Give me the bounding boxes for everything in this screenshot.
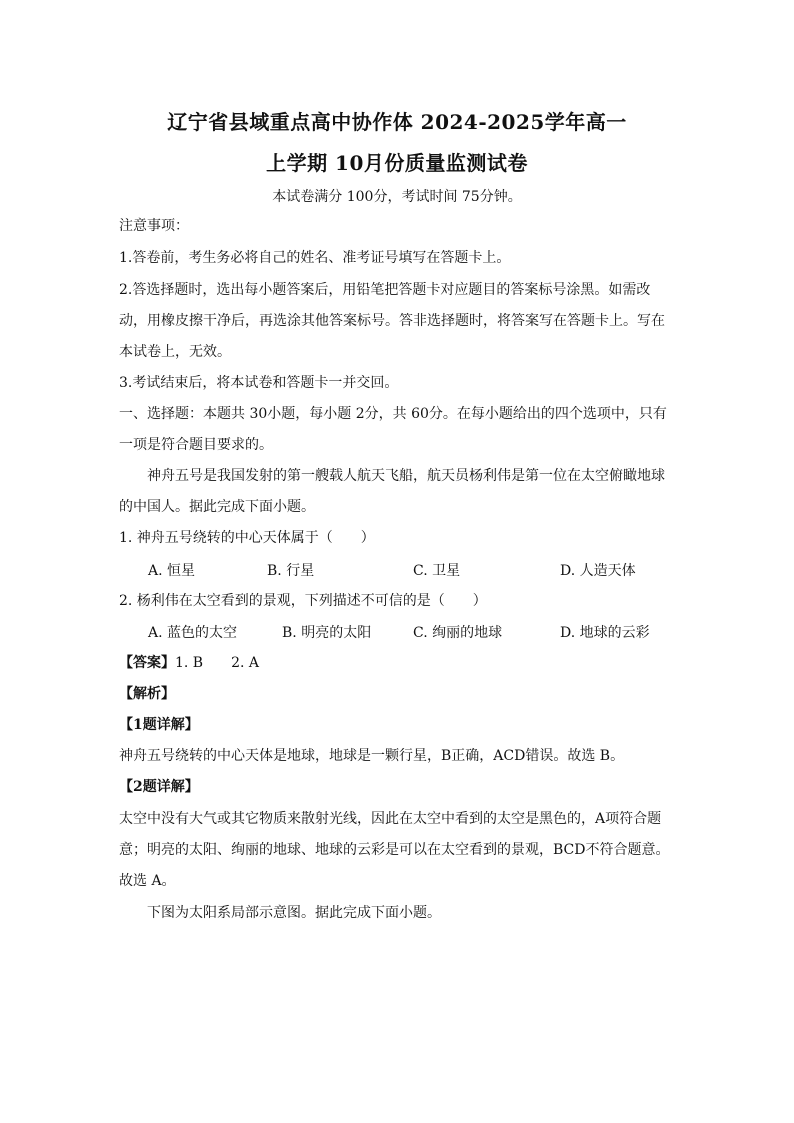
passage2-line1: 下图为太阳系局部示意图。据此完成下面小题。 bbox=[147, 905, 441, 921]
notes-item-2-line1: 2.答选择题时，选出每小题答案后，用铅笔把答题卡对应题目的答案标号涂黑。如需改 bbox=[119, 282, 651, 298]
notes-item-1: 1.答卷前，考生务必将自己的姓名、准考证号填写在答题卡上。 bbox=[119, 250, 511, 266]
analysis-q1-text: 神舟五号绕转的中心天体是地球，地球是一颗行星，B正确，ACD错误。故选 B。 bbox=[119, 748, 625, 764]
q1-stem: 1. 神舟五号绕转的中心天体属于（ ） bbox=[119, 530, 375, 546]
q2-option-b: B. 明亮的太阳 bbox=[282, 625, 372, 641]
notes-item-2-line2: 动，用橡皮擦干净后，再选涂其他答案标号。答非选择题时，将答案写在答题卡上。写在 bbox=[119, 313, 665, 329]
q1-option-b: B. 行星 bbox=[267, 563, 315, 579]
exam-title-line1: 辽宁省县域重点高中协作体 2024-2025学年高一 bbox=[167, 110, 627, 134]
passage1-line1: 神舟五号是我国发射的第一艘载人航天飞船，航天员杨利伟是第一位在太空俯瞰地球 bbox=[147, 468, 665, 484]
analysis-q2-heading: 【2题详解】 bbox=[119, 779, 199, 795]
answer-line bbox=[119, 653, 259, 673]
q2-stem: 2. 杨利伟在太空看到的景观，下列描述不可信的是（ ） bbox=[119, 593, 487, 609]
q2-option-c: C. 绚丽的地球 bbox=[413, 625, 503, 641]
notes-item-3: 3.考试结束后，将本试卷和答题卡一并交回。 bbox=[119, 375, 399, 391]
analysis-heading: 【解析】 bbox=[119, 686, 175, 702]
analysis-q2-line1: 太空中没有大气或其它物质来散射光线，因此在太空中看到的太空是黑色的，A项符合题 bbox=[119, 811, 662, 827]
q1-option-a: A. 恒星 bbox=[148, 563, 196, 579]
exam-subtitle: 本试卷满分 100分，考试时间 75分钟。 bbox=[272, 189, 522, 205]
notes-item-2-line3: 本试卷上，无效。 bbox=[119, 344, 231, 360]
passage1-line2: 的中国人。据此完成下面小题。 bbox=[119, 499, 315, 515]
analysis-q1-heading: 【1题详解】 bbox=[119, 717, 199, 733]
answer-label: 【答案】 bbox=[119, 655, 175, 671]
section1-intro-line1: 一、选择题：本题共 30小题，每小题 2分，共 60分。在每小题给出的四个选项中，只有 bbox=[119, 406, 667, 422]
q1-option-d: D. 人造天体 bbox=[560, 563, 636, 579]
q2-option-a: A. 蓝色的太空 bbox=[148, 625, 238, 641]
analysis-q2-line3: 故选 A。 bbox=[119, 873, 176, 889]
answer-values: 1. B 2. A bbox=[175, 655, 260, 671]
exam-title-line2: 上学期 10月份质量监测试卷 bbox=[266, 151, 528, 175]
notes-heading: 注意事项： bbox=[119, 218, 189, 234]
section1-intro-line2: 一项是符合题目要求的。 bbox=[119, 437, 273, 453]
analysis-q2-line2: 意；明亮的太阳、绚丽的地球、地球的云彩是可以在太空看到的景观，BCD不符合题意。 bbox=[119, 842, 670, 858]
q2-option-d: D. 地球的云彩 bbox=[560, 625, 650, 641]
q1-option-c: C. 卫星 bbox=[413, 563, 461, 579]
